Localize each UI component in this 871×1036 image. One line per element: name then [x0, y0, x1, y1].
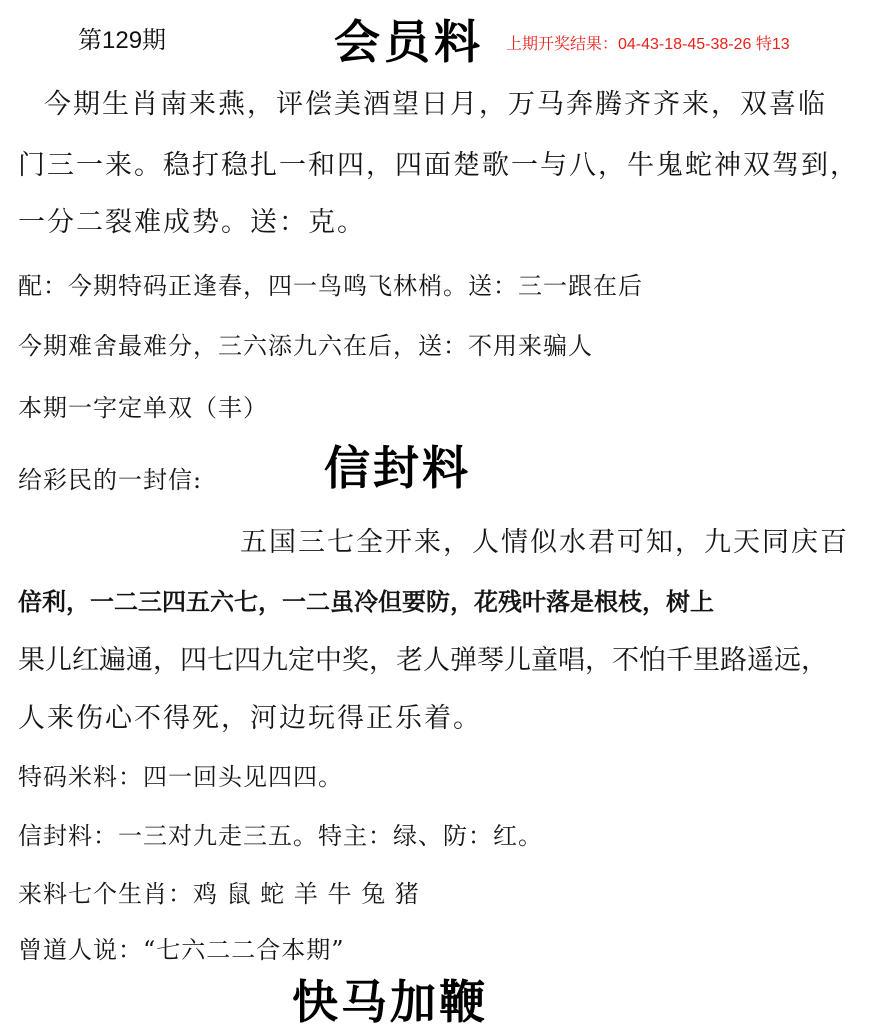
issue-number: 第129期	[78, 27, 167, 54]
member-paragraph-line-1: 今期生肖南来燕，评偿美酒望日月，万马奔腾齐齐来，双喜临	[44, 89, 827, 120]
letter-intro: 给彩民的一封信:	[18, 466, 203, 494]
seven-zodiacs-line: 来料七个生肖：鸡 鼠 蛇 羊 牛 兔 猪	[18, 880, 420, 908]
letter-poem-line-1: 五国三七全开来，人情似水君可知，九天同庆百	[240, 527, 849, 558]
letter-poem-line-2: 倍利，一二三四五六七，一二虽冷但要防，花残叶落是根枝，树上	[18, 587, 714, 616]
special-code-line: 特码米料：四一回头见四四。	[18, 763, 343, 791]
envelope-tip-line: 信封料：一三对九走三五。特主：绿、防：红。	[18, 822, 543, 850]
page-title: 会员料	[334, 15, 484, 69]
member-paragraph-line-2: 门三一来。稳打稳扎一和四，四面楚歌一与八，牛鬼蛇神双驾到，	[18, 150, 859, 181]
odd-even-line: 本期一字定单双（丰）	[18, 394, 268, 422]
last-draw-result: 上期开奖结果：04-43-18-45-38-26 特13	[506, 36, 790, 53]
letter-poem-line-4: 人来伤心不得死，河边玩得正乐着。	[18, 703, 482, 734]
footer-title: 快马加鞭	[292, 975, 488, 1029]
letter-section-title: 信封料	[324, 441, 471, 495]
pairing-line: 配：今期特码正逢春，四一鸟鸣飞林梢。送：三一跟在后	[18, 272, 643, 300]
hard-to-part-line: 今期难舍最难分，三六添九六在后，送：不用来骗人	[18, 332, 593, 360]
letter-poem-line-3: 果儿红遍通，四七四九定中奖，老人弹琴儿童唱，不怕千里路遥远，	[18, 645, 828, 676]
taoist-saying-line: 曾道人说：“七六二二合本期”	[18, 936, 345, 964]
member-paragraph-line-3: 一分二裂难成势。送：克。	[18, 207, 366, 238]
